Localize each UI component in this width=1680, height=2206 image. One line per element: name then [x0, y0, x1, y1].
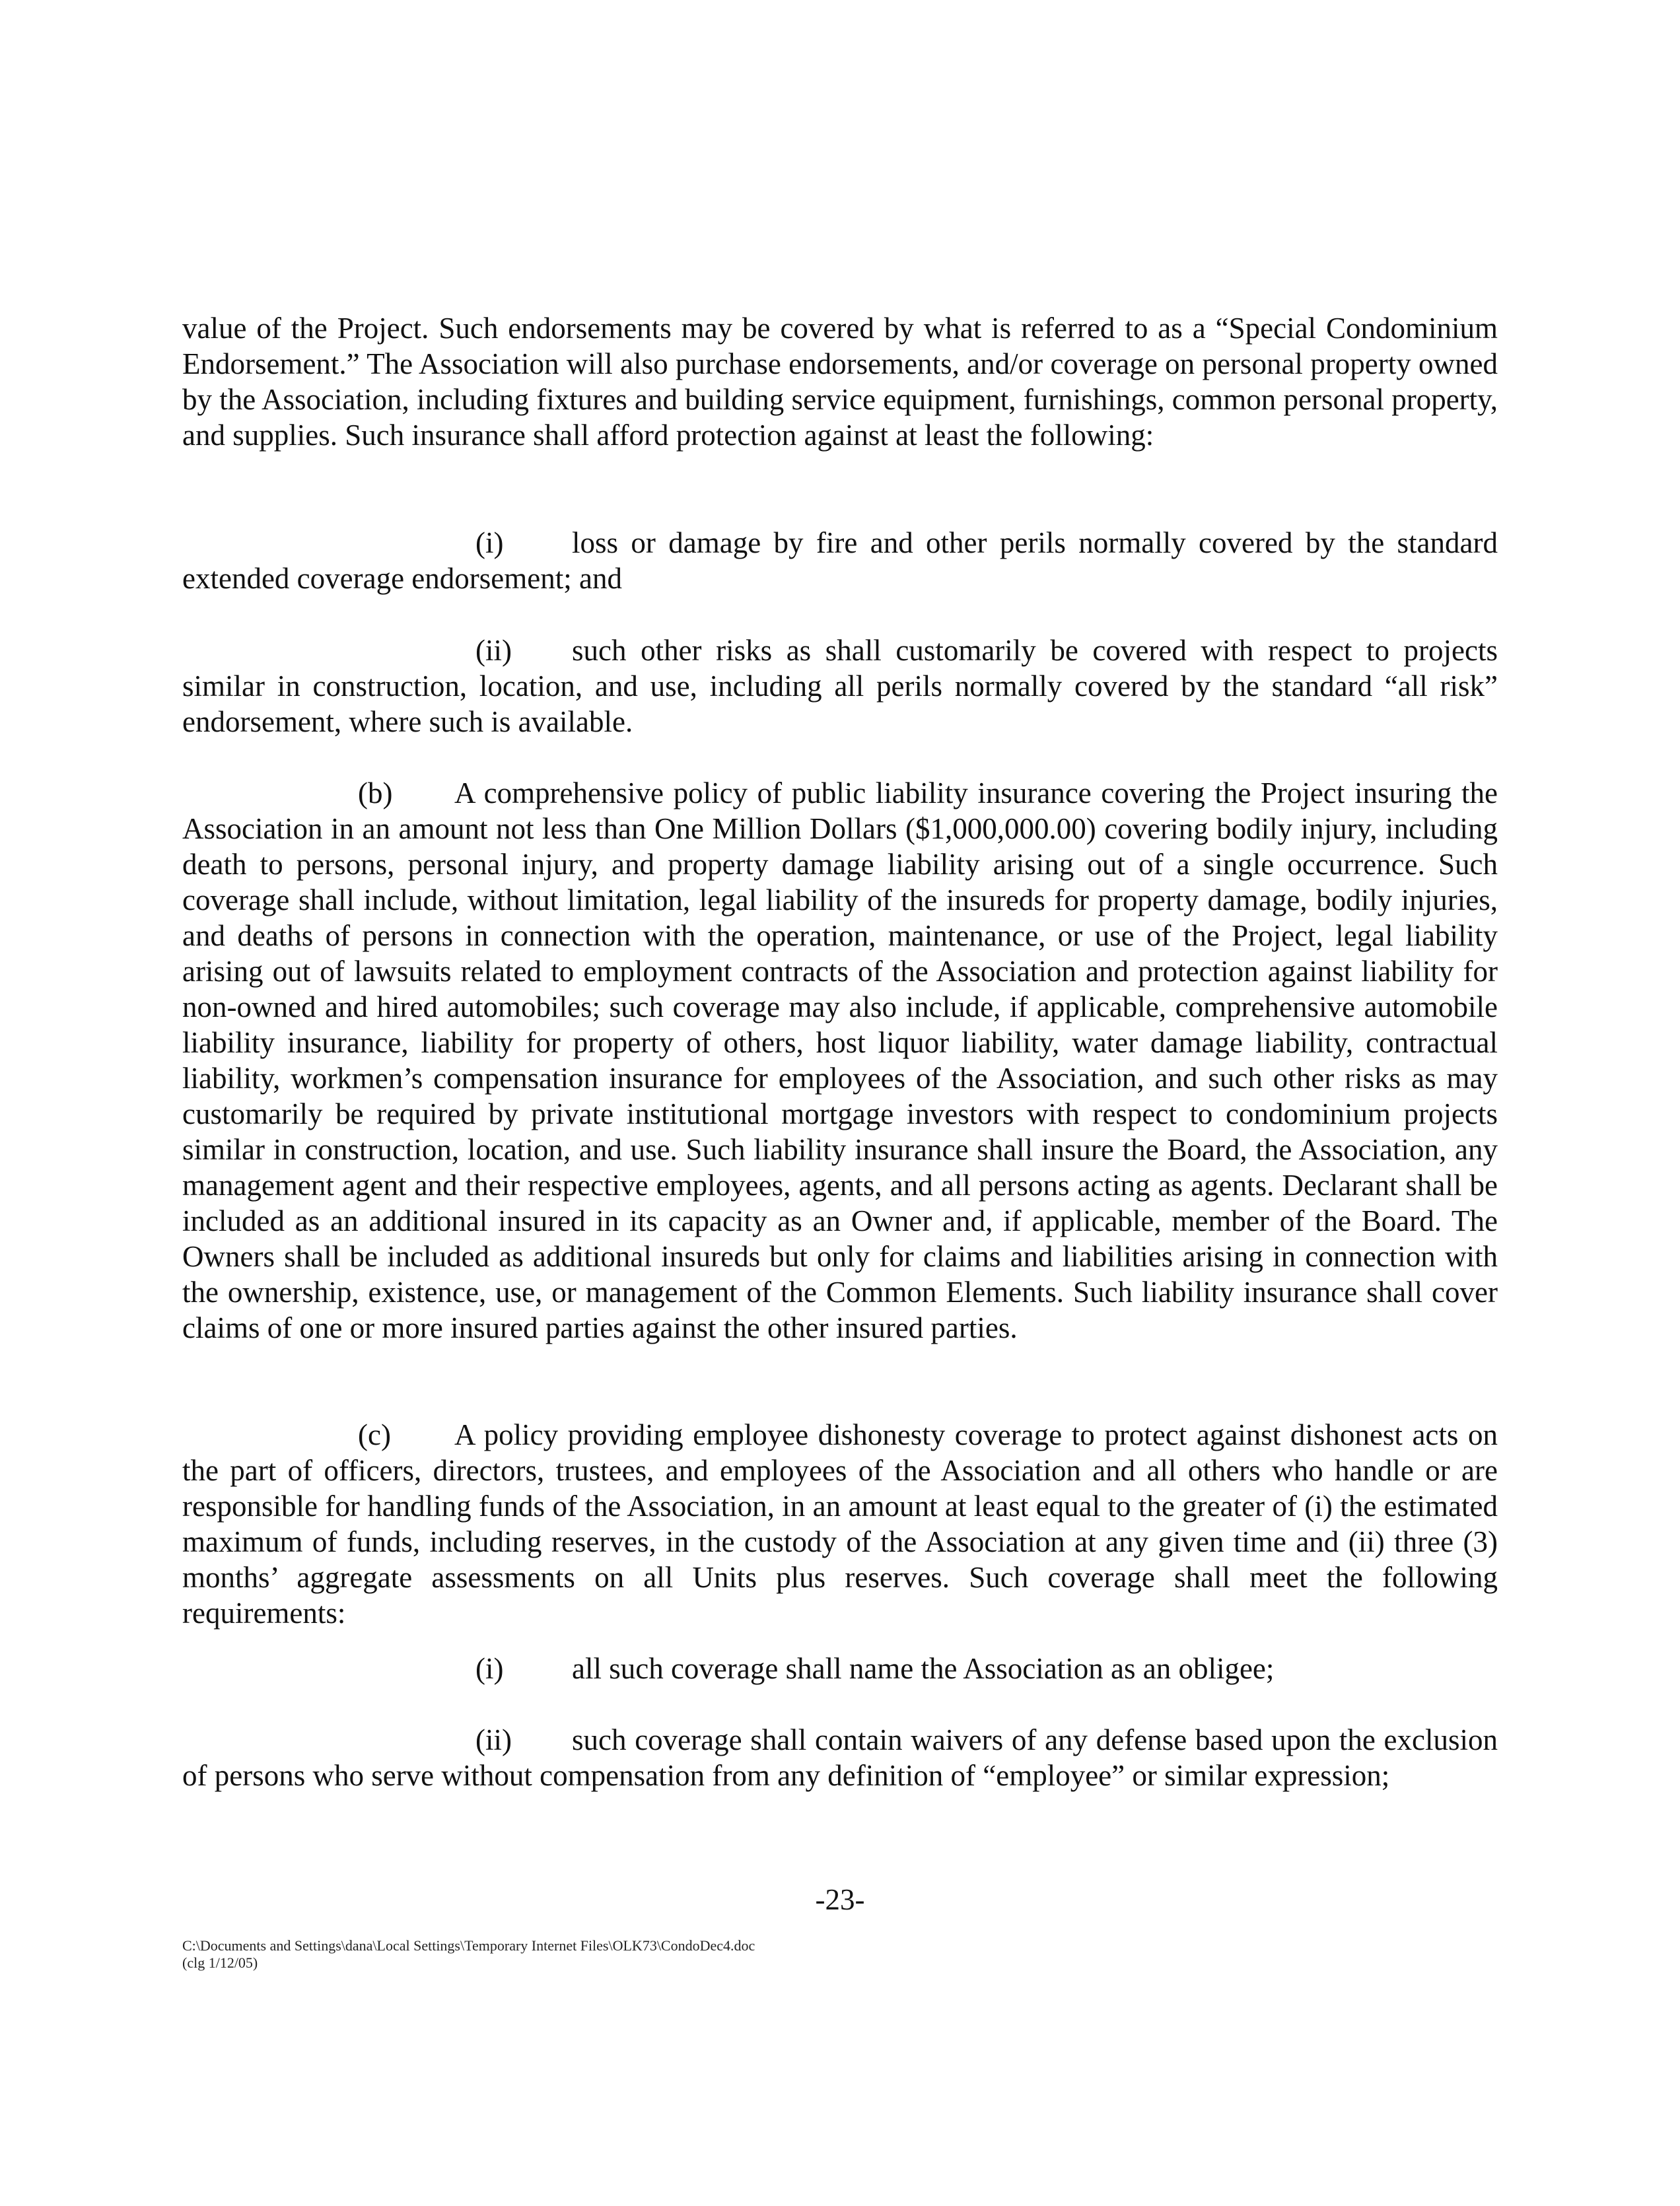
footer-code: (clg 1/12/05)	[182, 1954, 258, 1971]
clause-c	[182, 1417, 1498, 1631]
clause-a-item-i-text: loss or damage by fire and other perils normally covered by the standard extended coverage endorsement; and	[182, 526, 1498, 595]
opening-paragraph: value of the Project. Such endorsements may be covered by what is referred to as a “Special Condominium Endorsement.” The Association will also purchase endorsements, and/or coverage on personal property owned by the Association, including fixtures and building service equipment, furnishings, common personal property, and supplies. Such insurance shall afford protection against at least the following:	[182, 312, 1498, 452]
clause-c-marker: (c)	[358, 1418, 391, 1451]
clause-b	[182, 775, 1498, 1346]
footer-file-path: C:\Documents and Settings\dana\Local Settings\Temporary Internet Files\OLK73\CondoDec4.doc	[182, 1937, 755, 1954]
clause-b-text: A comprehensive policy of public liability insurance covering the Project insuring the Association in an amount not less than One Million Dollars ($1,000,000.00) covering bodily injury, including death to persons, personal injury, and property damage liability arising out of a single occurrence. Such coverage shall include, without limitation, legal liability of the insureds for property damage, bodily injuries, and deaths of persons in connection with the operation, maintenance, or use of the Project, legal liability arising out of lawsuits related to employment contracts of the Association and protection against liability for non-owned and hired automobiles; such coverage may also include, if applicable, comprehensive automobile liability insurance, liability for property of others, host liquor liability, water damage liability, contractual liability, workmen’s compensation insurance for employees of the Association, and such other risks as may customarily be required by private institutional mortgage investors with respect to condominium projects similar in construction, location, and use. Such liability insurance shall insure the Board, the Association, any management agent and their respective employees, agents, and all persons acting as agents. Declarant shall be included as an additional insured in its capacity as an Owner and, if applicable, member of the Board. The Owners shall be included as additional insureds but only for claims and liabilities arising in connection with the ownership, existence, use, or management of the Common Elements. Such liability insurance shall cover claims of one or more insured parties against the other insured parties.	[182, 776, 1498, 1344]
clause-a-item-ii-marker: (ii)	[475, 634, 512, 667]
clause-b-marker: (b)	[358, 776, 393, 810]
clause-c-item-ii-marker: (ii)	[475, 1723, 512, 1756]
clause-c-item-i	[182, 1651, 1498, 1686]
clause-c-item-i-marker: (i)	[475, 1652, 504, 1685]
clause-a-item-ii	[182, 633, 1498, 740]
footer	[182, 1937, 755, 1972]
clause-c-item-i-text: all such coverage shall name the Association as an obligee;	[572, 1652, 1275, 1685]
clause-a-item-ii-text: such other risks as shall customarily be covered with respect to projects similar in construction, location, and use, including all perils normally covered by the standard “all risk” endorsement, where such is available.	[182, 634, 1498, 738]
clause-c-text: A policy providing employee dishonesty coverage to protect against dishonest acts on the part of officers, directors, trustees, and employees of the Association and all others who handle or are responsible for handling funds of the Association, in an amount at least equal to the greater of (i) the estimated maximum of funds, including reserves, in the custody of the Association at any given time and (ii) three (3) months’ aggregate assessments on all Units plus reserves. Such coverage shall meet the following requirements:	[182, 1418, 1498, 1630]
clause-c-item-ii-text: such coverage shall contain waivers of any defense based upon the exclusion of persons who serve without compensation from any definition of “employee” or similar expression;	[182, 1723, 1498, 1792]
clause-c-item-ii	[182, 1722, 1498, 1793]
page-number: -23-	[815, 1883, 865, 1916]
clause-a-item-i	[182, 525, 1498, 596]
clause-a-item-i-marker: (i)	[475, 526, 504, 559]
